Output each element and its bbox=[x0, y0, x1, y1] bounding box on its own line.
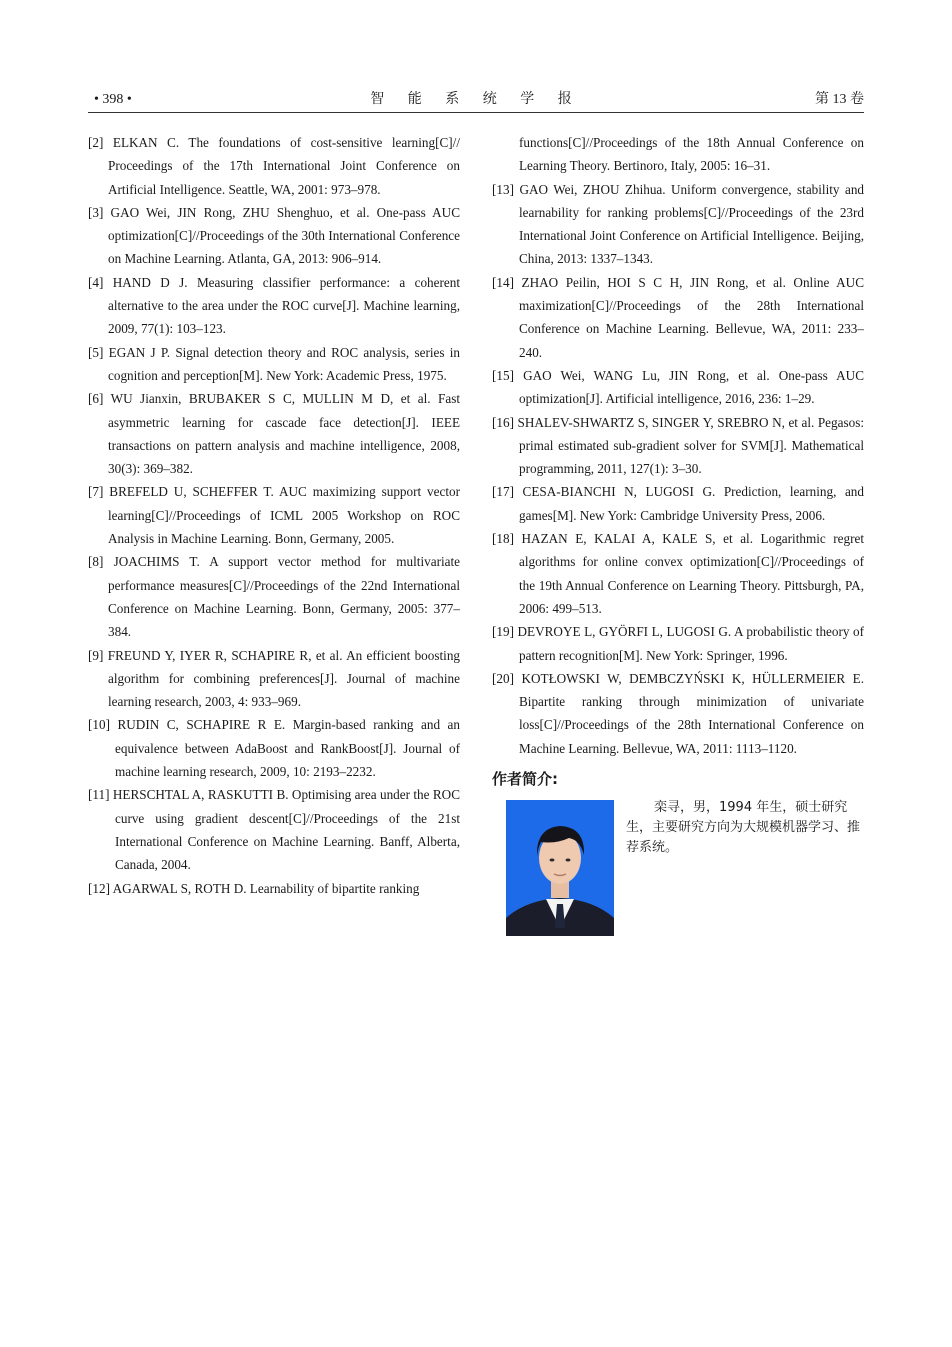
reference-item: [13] GAO Wei, ZHOU Zhihua. Uniform convergence, stability and learnability for ranking problems[C]//Proceedings of the 23rd International Joint Conference on Artificial Intelligence. Beijing, China, 2013: 1337–1343. bbox=[492, 181, 865, 267]
reference-item: [18] HAZAN E, KALAI A, KALE S, et al. Logarithmic regret algorithms for online convex optimization[C]//Proceedings of the 19th Annual Conference on Learning Theory. Pittsburgh, PA, 2006: 499–513. bbox=[492, 531, 865, 616]
volume-label: 第 13 卷 bbox=[815, 92, 864, 107]
reference-continuation: functions[C]//Proceedings of the 18th Annual Conference on Learning Theory. Bertinoro, Italy, 2005: 16–31. bbox=[519, 135, 864, 174]
reference-item: [10] RUDIN C, SCHAPIRE R E. Margin-based ranking and an equivalence between AdaBoost and RankBoost[J]. Journal of machine learning research, 2009, 10: 2193–2232. bbox=[88, 717, 460, 780]
reference-item: [11] HERSCHTAL A, RASKUTTI B. Optimising area under the ROC curve using gradient descent[C]//Proceedings of the 21st International Conference on Machine Learning. Banff, Alberta, Canada, 2004. bbox=[88, 787, 461, 873]
author-bio-heading: 作者简介: bbox=[492, 770, 558, 789]
reference-item: [8] JOACHIMS T. A support vector method for multivariate performance measures[C]//Proceedings of the 22nd International Conference on Machine Learning. Bonn, Germany, 2005: 377–384. bbox=[88, 554, 461, 640]
right-column bbox=[492, 131, 864, 938]
reference-item: [14] ZHAO Peilin, HOI S C H, JIN Rong, et al. Online AUC maximization[C]//Proceedings of the 28th International Conference on Machine Learning. Bellevue, WA, 2011: 233–240. bbox=[492, 274, 864, 360]
reference-item: [20] KOTŁOWSKI W, DEMBCZYŃSKI K, HÜLLERMEIER E. Bipartite ranking through minimization of univariate loss[C]//Proceedings of the 28th International Conference on Machine Learning. Bellevue, WA, 2011: 1113–1120. bbox=[492, 670, 864, 756]
left-column bbox=[88, 131, 460, 900]
reference-item: [17] CESA-BIANCHI N, LUGOSI G. Prediction, learning, and games[M]. New York: Cambridge University Press, 2006. bbox=[492, 484, 864, 523]
reference-item: [12] AGARWAL S, ROTH D. Learnability of bipartite ranking bbox=[88, 880, 420, 896]
reference-item: [9] FREUND Y, IYER R, SCHAPIRE R, et al. An efficient boosting algorithm for combining preferences[J]. Journal of machine learning research, 2003, 4: 933–969. bbox=[88, 647, 461, 710]
reference-item: [4] HAND D J. Measuring classifier performance: a coherent alternative to the area under the ROC curve[J]. Machine learning, 2009, 77(1): 103–123. bbox=[88, 274, 461, 337]
running-header bbox=[88, 90, 864, 113]
journal-title: 智 能 系 统 学 报 bbox=[370, 92, 582, 107]
page-number: • 398 • bbox=[94, 92, 132, 107]
reference-item: [19] DEVROYE L, GYÖRFI L, LUGOSI G. A probabilistic theory of pattern recognition[M]. New York: Springer, 1996. bbox=[492, 624, 865, 663]
author-bio bbox=[492, 798, 864, 938]
author-photo bbox=[506, 800, 614, 936]
portrait-illustration bbox=[506, 800, 614, 936]
reference-item: [16] SHALEV-SHWARTZ S, SINGER Y, SREBRO N, et al. Pegasos: primal estimated sub-gradient solver for SVM[J]. Mathematical programming, 2011, 127(1): 3–30. bbox=[492, 414, 865, 477]
reference-item: [15] GAO Wei, WANG Lu, JIN Rong, et al. One-pass AUC optimization[J]. Artificial intelligence, 2016, 236: 1–29. bbox=[492, 367, 864, 407]
reference-item: [6] WU Jianxin, BRUBAKER S C, MULLIN M D, et al. Fast asymmetric learning for cascade face detection[J]. IEEE transactions on pattern analysis and machine intelligence, 2008, 30(3): 369–382. bbox=[88, 391, 460, 477]
reference-item: [5] EGAN J P. Signal detection theory and ROC analysis, series in cognition and perception[M]. New York: Academic Press, 1975. bbox=[88, 344, 461, 383]
reference-item: [2] ELKAN C. The foundations of cost-sensitive learning[C]// Proceedings of the 17th International Joint Conference on Artificial Intelligence. Seattle, WA, 2001: 973–978. bbox=[88, 135, 460, 197]
reference-item: [3] GAO Wei, JIN Rong, ZHU Shenghuo, et al. One-pass AUC optimization[C]//Proceedings of the 30th International Conference on Machine Learning. Atlanta, GA, 2013: 906–914. bbox=[88, 204, 460, 267]
author-bio-text: 栾寻，男，1994 年生，硕士研究生，主要研究方向为大规模机器学习、推荐系统。 bbox=[626, 800, 861, 856]
reference-item: [7] BREFELD U, SCHEFFER T. AUC maximizing support vector learning[C]//Proceedings of ICML 2005 Workshop on ROC Analysis in Machine Learning. Bonn, Germany, 2005. bbox=[88, 484, 461, 547]
